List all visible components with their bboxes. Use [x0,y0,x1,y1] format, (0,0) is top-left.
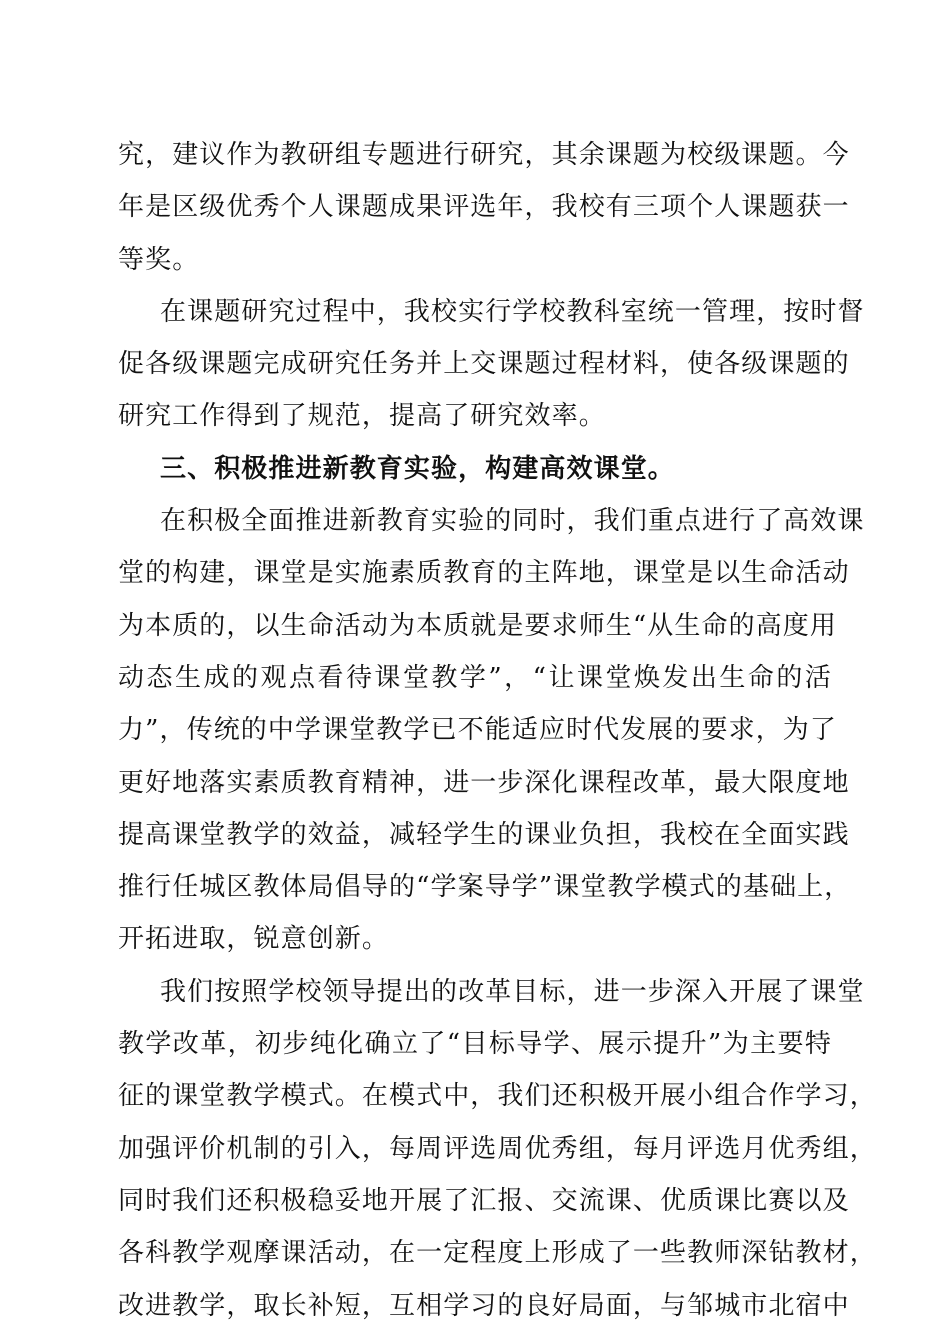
paragraph-line: 开拓进取，锐意创新。 [118,924,390,955]
paragraph-line: 力”，传统的中学课堂教学已不能适应时代发展的要求，为了 [118,715,837,746]
section-heading: 三、积极推进新教育实验，构建高效课堂。 [160,453,675,484]
document-body [118,129,877,1332]
paragraph-line: 提高课堂教学的效益，减轻学生的课业负担，我校在全面实践 [118,819,850,850]
paragraph-line: 推行任城区教体局倡导的“学案导学”课堂教学模式的基础上， [118,872,852,903]
paragraph-line: 年是区级优秀个人课题成果评选年，我校有三项个人课题获一 [118,192,850,223]
paragraph-line: 究，建议作为教研组专题进行研究，其余课题为校级课题。今 [118,140,850,170]
paragraph-line: 促各级课题完成研究任务并上交课题过程材料，使各级课题的 [118,349,850,380]
paragraph-line: 征的课堂教学模式。在模式中，我们还积极开展小组合作学习， [118,1081,877,1112]
paragraph-line: 我们按照学校领导提出的改革目标，进一步深入开展了课堂 [160,976,865,1007]
paragraph-line: 堂的构建，课堂是实施素质教育的主阵地，课堂是以生命活动 [118,558,850,589]
paragraph-line: 教学改革，初步纯化确立了“目标导学、展示提升”为主要特 [118,1029,832,1060]
paragraph-line: 在课题研究过程中，我校实行学校教科室统一管理，按时督 [160,296,865,327]
paragraph-line: 加强评价机制的引入，每周评选周优秀组，每月评选月优秀组， [118,1133,877,1164]
paragraph-line: 在积极全面推进新教育实验的同时，我们重点进行了高效课 [160,506,865,537]
paragraph-line: 更好地落实素质教育精神，进一步深化课程改革，最大限度地 [118,767,850,798]
paragraph-line: 等奖。 [118,244,200,275]
paragraph-line: 各科教学观摩课活动，在一定程度上形成了一些教师深钻教材， [118,1238,877,1269]
paragraph-line: 研究工作得到了规范，提高了研究效率。 [118,401,606,432]
paragraph-line: 改进教学，取长补短，互相学习的良好局面，与邹城市北宿中 [118,1290,850,1321]
paragraph-line: 同时我们还积极稳妥地开展了汇报、交流课、优质课比赛以及 [118,1185,850,1216]
paragraph-line: 为本质的，以生命活动为本质就是要求师生“从生命的高度用 [118,610,837,641]
paragraph-line: 动态生成的观点看待课堂教学”，“让课堂焕发出生命的活 [118,662,832,693]
